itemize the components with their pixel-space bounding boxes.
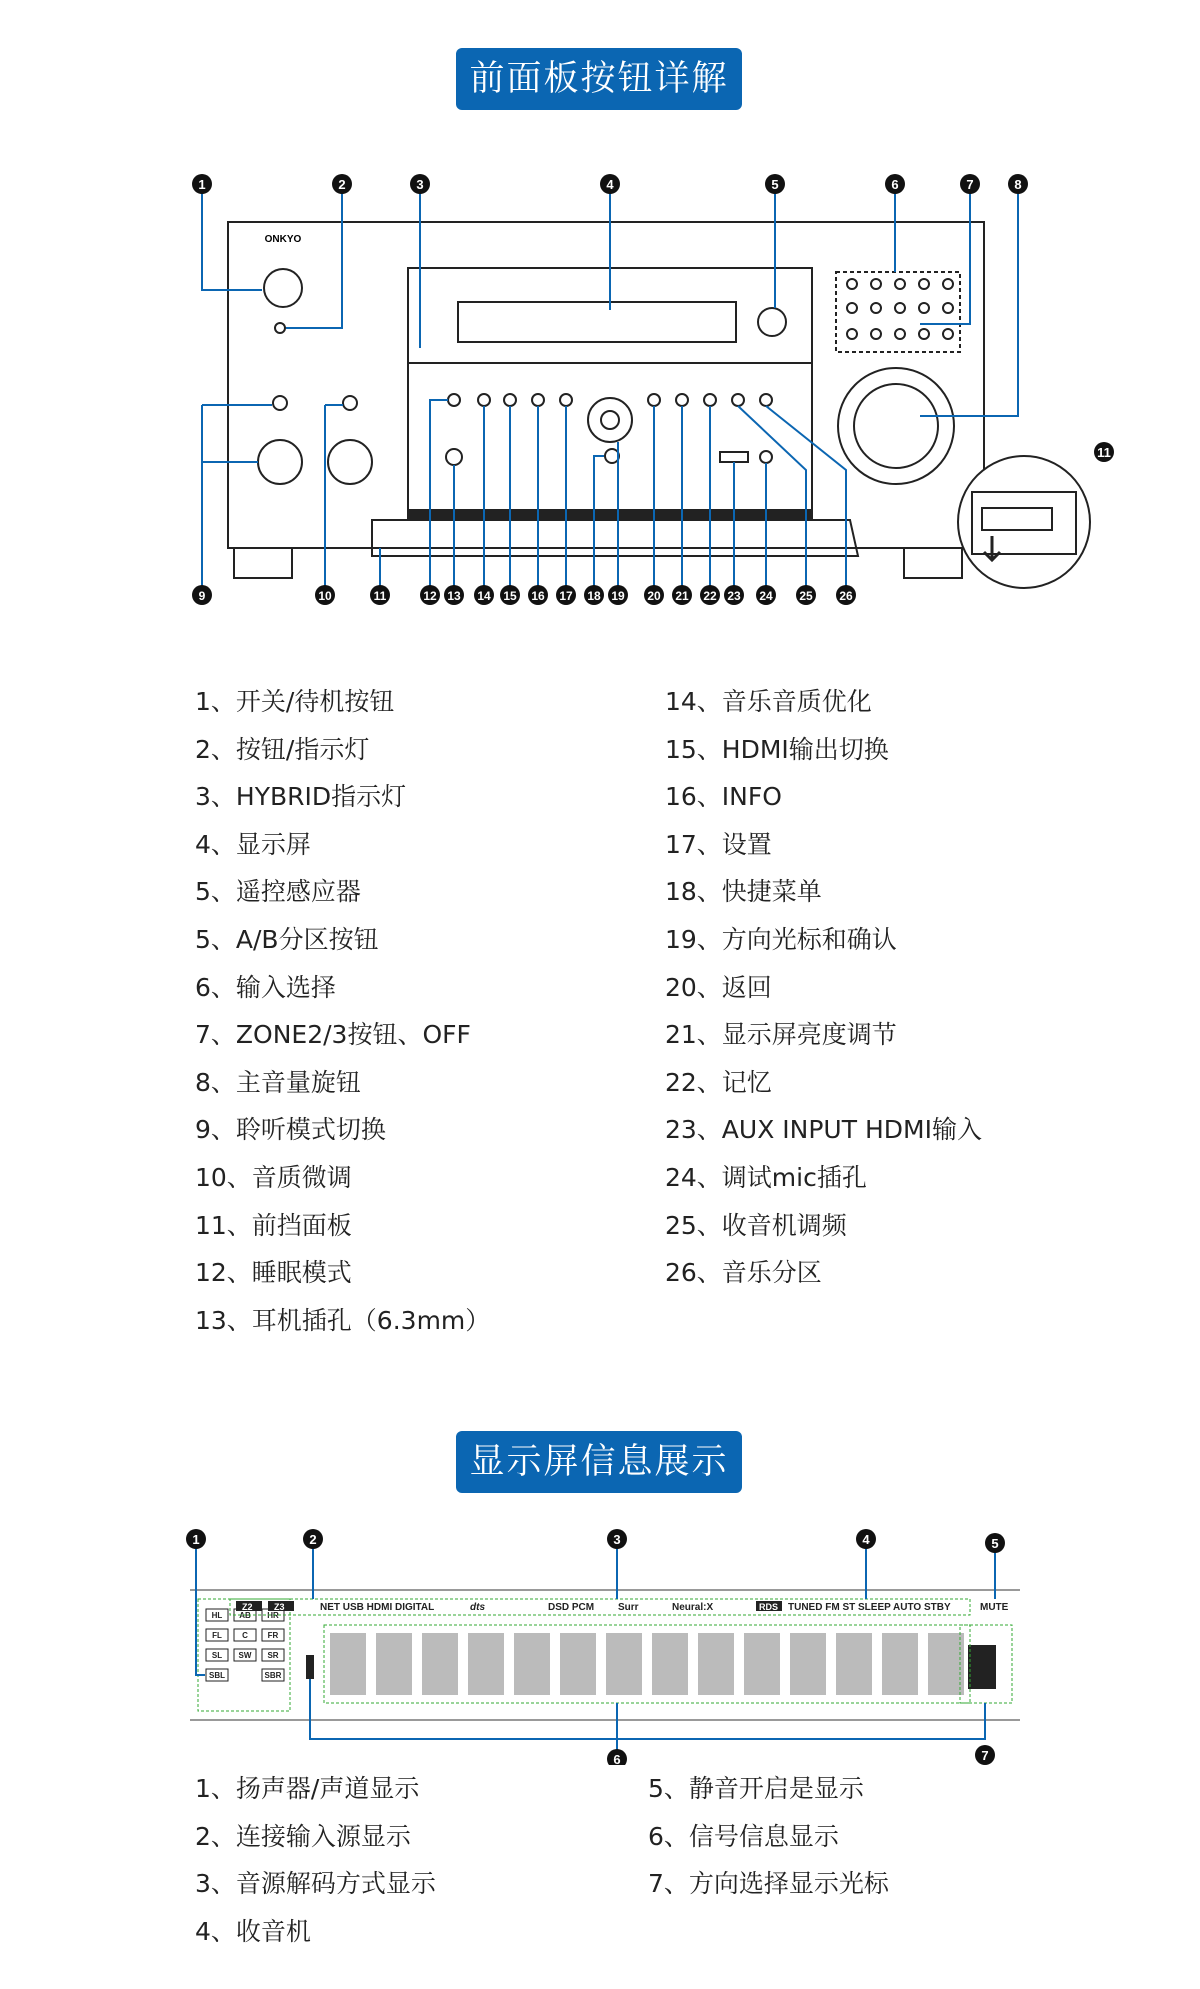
display-callout-5: [985, 1533, 1005, 1553]
callout-23: [724, 585, 744, 605]
legend-item: 3、音源解码方式显示: [195, 1869, 436, 1899]
legend-item: 7、方向选择显示光标: [648, 1869, 889, 1899]
display-callout-1: [186, 1529, 206, 1549]
svg-text:11: 11: [373, 589, 387, 603]
display-callout-6: [607, 1749, 627, 1765]
legend-item: 2、连接输入源显示: [195, 1821, 411, 1851]
legend-item: 1、扬声器/声道显示: [195, 1774, 420, 1803]
display-callout-2: [303, 1529, 323, 1549]
svg-text:SL: SL: [211, 1651, 223, 1660]
callout-20: [644, 585, 664, 605]
svg-text:7: 7: [981, 1748, 989, 1763]
legend-item: 3、HYBRID指示灯: [195, 782, 407, 812]
front-door: [372, 520, 858, 556]
svg-text:HL: HL: [211, 1611, 223, 1620]
callout-2: [332, 174, 352, 194]
svg-text:4: 4: [606, 177, 614, 192]
legend-item: 4、收音机: [195, 1916, 311, 1946]
direction-cursor: [968, 1645, 996, 1689]
svg-text:16: 16: [531, 589, 545, 603]
legend-item: 18、快捷菜单: [665, 877, 822, 907]
svg-text:FL: FL: [212, 1631, 222, 1640]
legend-item: 9、聆听模式切换: [195, 1115, 386, 1145]
callout-25: [796, 585, 816, 605]
front-panel-legend-right: [665, 678, 982, 1297]
display-callout-3: [607, 1529, 627, 1549]
setup-mic-jack: [760, 451, 772, 463]
svg-text:C: C: [242, 1631, 248, 1640]
legend-item: 4、显示屏: [195, 829, 311, 859]
svg-text:12: 12: [423, 589, 437, 603]
legend-item: 21、显示屏亮度调节: [665, 1020, 897, 1050]
callout-8: [1008, 174, 1028, 194]
callout-16: [528, 585, 548, 605]
svg-text:2: 2: [309, 1532, 317, 1547]
legend-item: 5、遥控感应器: [195, 877, 361, 907]
svg-text:22: 22: [703, 589, 717, 603]
svg-text:7: 7: [966, 177, 974, 192]
svg-text:3: 3: [416, 177, 424, 192]
svg-text:23: 23: [727, 589, 741, 603]
svg-text:3: 3: [613, 1532, 621, 1547]
zone2-indicator: Z2: [242, 1602, 253, 1612]
front-panel-diagram: [0, 160, 1200, 620]
svg-text:SR: SR: [267, 1651, 279, 1660]
listening-mode-knob: [258, 440, 302, 484]
display-diagram: [0, 1515, 1200, 1765]
legend-item: 8、主音量旋钮: [195, 1067, 361, 1097]
left-cursor: [306, 1655, 314, 1679]
svg-text:24: 24: [759, 589, 773, 603]
svg-text:SBR: SBR: [264, 1671, 282, 1680]
svg-text:9: 9: [198, 589, 206, 603]
legend-item: 19、方向光标和确认: [665, 924, 897, 954]
legend-item: 5、静音开启是显示: [648, 1774, 864, 1803]
legend-item: 5、A/B分区按钮: [195, 924, 379, 954]
legend-item: 13、耳机插孔（6.3mm）: [195, 1305, 491, 1335]
master-volume-knob: [838, 368, 954, 484]
callout-26: [836, 585, 856, 605]
tone-knob: [328, 440, 372, 484]
brand-logo: ONKYO: [264, 234, 302, 245]
svg-text:SW: SW: [238, 1651, 252, 1660]
legend-item: 10、音质微调: [195, 1162, 352, 1192]
surround-indicator: Surr: [618, 1602, 639, 1613]
legend-item: 16、INFO: [665, 782, 782, 812]
callout-18: [584, 585, 604, 605]
display-legend-right: [648, 1765, 889, 1908]
svg-text:21: 21: [675, 589, 689, 603]
callout-22: [700, 585, 720, 605]
legend-item: 25、收音机调频: [665, 1210, 847, 1240]
svg-text:26: 26: [839, 589, 853, 603]
svg-text:25: 25: [799, 589, 813, 603]
callout-12: [420, 585, 440, 605]
source-indicators: NET USB HDMI DIGITAL: [320, 1602, 435, 1613]
legend-item: 22、记忆: [665, 1067, 772, 1097]
character-display: [330, 1633, 964, 1695]
dts-logo: dts: [470, 1602, 485, 1613]
svg-text:10: 10: [318, 589, 332, 603]
neural-x-indicator: Neural:X: [672, 1602, 714, 1613]
svg-text:11: 11: [1097, 445, 1111, 460]
svg-text:13: 13: [447, 589, 461, 603]
svg-text:AB: AB: [239, 1611, 251, 1620]
svg-text:5: 5: [991, 1536, 999, 1551]
legend-item: 12、睡眠模式: [195, 1258, 352, 1288]
legend-item: 6、信号信息显示: [648, 1821, 839, 1851]
svg-text:6: 6: [613, 1752, 621, 1765]
legend-item: 24、调试mic插孔: [665, 1162, 867, 1192]
speaker-grid: [206, 1609, 284, 1681]
svg-text:1: 1: [198, 177, 206, 192]
svg-text:6: 6: [891, 177, 899, 192]
tuner-indicators: TUNED FM ST SLEEP AUTO STBY: [788, 1602, 951, 1613]
svg-text:FR: FR: [267, 1631, 279, 1640]
display-screen: [458, 302, 736, 342]
svg-text:8: 8: [1014, 177, 1022, 192]
legend-item: 6、输入选择: [195, 972, 336, 1002]
callout-24: [756, 585, 776, 605]
svg-text:19: 19: [611, 589, 625, 603]
svg-text:SBL: SBL: [209, 1671, 225, 1680]
display-callout-7: [975, 1745, 995, 1765]
display-legend-left: [195, 1765, 436, 1955]
remote-sensor: [758, 308, 786, 336]
svg-text:HR: HR: [267, 1611, 279, 1620]
callout-19: [608, 585, 628, 605]
callout-13: [444, 585, 464, 605]
front-panel-legend-left: [195, 678, 490, 1344]
svg-text:17: 17: [559, 589, 573, 603]
callout-11-inset: [1094, 442, 1114, 462]
callout-21: [672, 585, 692, 605]
callout-1: [192, 174, 212, 194]
callout-15: [500, 585, 520, 605]
svg-text:5: 5: [771, 177, 779, 192]
status-indicator: [275, 323, 285, 333]
svg-text:2: 2: [338, 177, 346, 192]
callout-17: [556, 585, 576, 605]
callout-14: [474, 585, 494, 605]
zone3-indicator: Z3: [274, 1602, 285, 1612]
rds-indicator: RDS: [759, 1602, 779, 1612]
front-panel-section-title: 前面板按钮详解: [456, 48, 742, 110]
svg-text:14: 14: [477, 589, 491, 603]
legend-item: 14、音乐音质优化: [665, 687, 872, 716]
svg-text:1: 1: [192, 1532, 200, 1547]
svg-text:15: 15: [503, 589, 517, 603]
power-button: [264, 269, 302, 307]
legend-item: 2、按钮/指示灯: [195, 734, 370, 764]
svg-text:18: 18: [587, 589, 601, 603]
legend-item: 15、HDMI输出切换: [665, 734, 889, 764]
front-door-inset: [958, 456, 1090, 588]
legend-item: 11、前挡面板: [195, 1210, 352, 1240]
legend-item: 26、音乐分区: [665, 1258, 822, 1288]
callout-7: [960, 174, 980, 194]
legend-item: 17、设置: [665, 829, 772, 859]
input-selector-buttons: [847, 279, 953, 339]
aux-hdmi-input: [720, 452, 748, 462]
legend-item: 7、ZONE2/3按钮、OFF: [195, 1020, 471, 1050]
callout-9: [192, 585, 212, 605]
display-callout-4: [856, 1529, 876, 1549]
callout-10: [315, 585, 335, 605]
svg-text:20: 20: [647, 589, 661, 603]
callout-6: [885, 174, 905, 194]
svg-text:4: 4: [862, 1532, 870, 1547]
mute-indicator: MUTE: [980, 1602, 1009, 1613]
callout-4: [600, 174, 620, 194]
callout-5: [765, 174, 785, 194]
legend-item: 20、返回: [665, 972, 772, 1002]
callout-11: [370, 585, 390, 605]
headphone-jack: [446, 449, 462, 465]
legend-item: 1、开关/待机按钮: [195, 687, 395, 716]
callout-3: [410, 174, 430, 194]
legend-item: 23、AUX INPUT HDMI输入: [665, 1115, 982, 1145]
display-section-title: 显示屏信息展示: [456, 1431, 742, 1493]
format-indicators: DSD PCM: [548, 1602, 595, 1613]
